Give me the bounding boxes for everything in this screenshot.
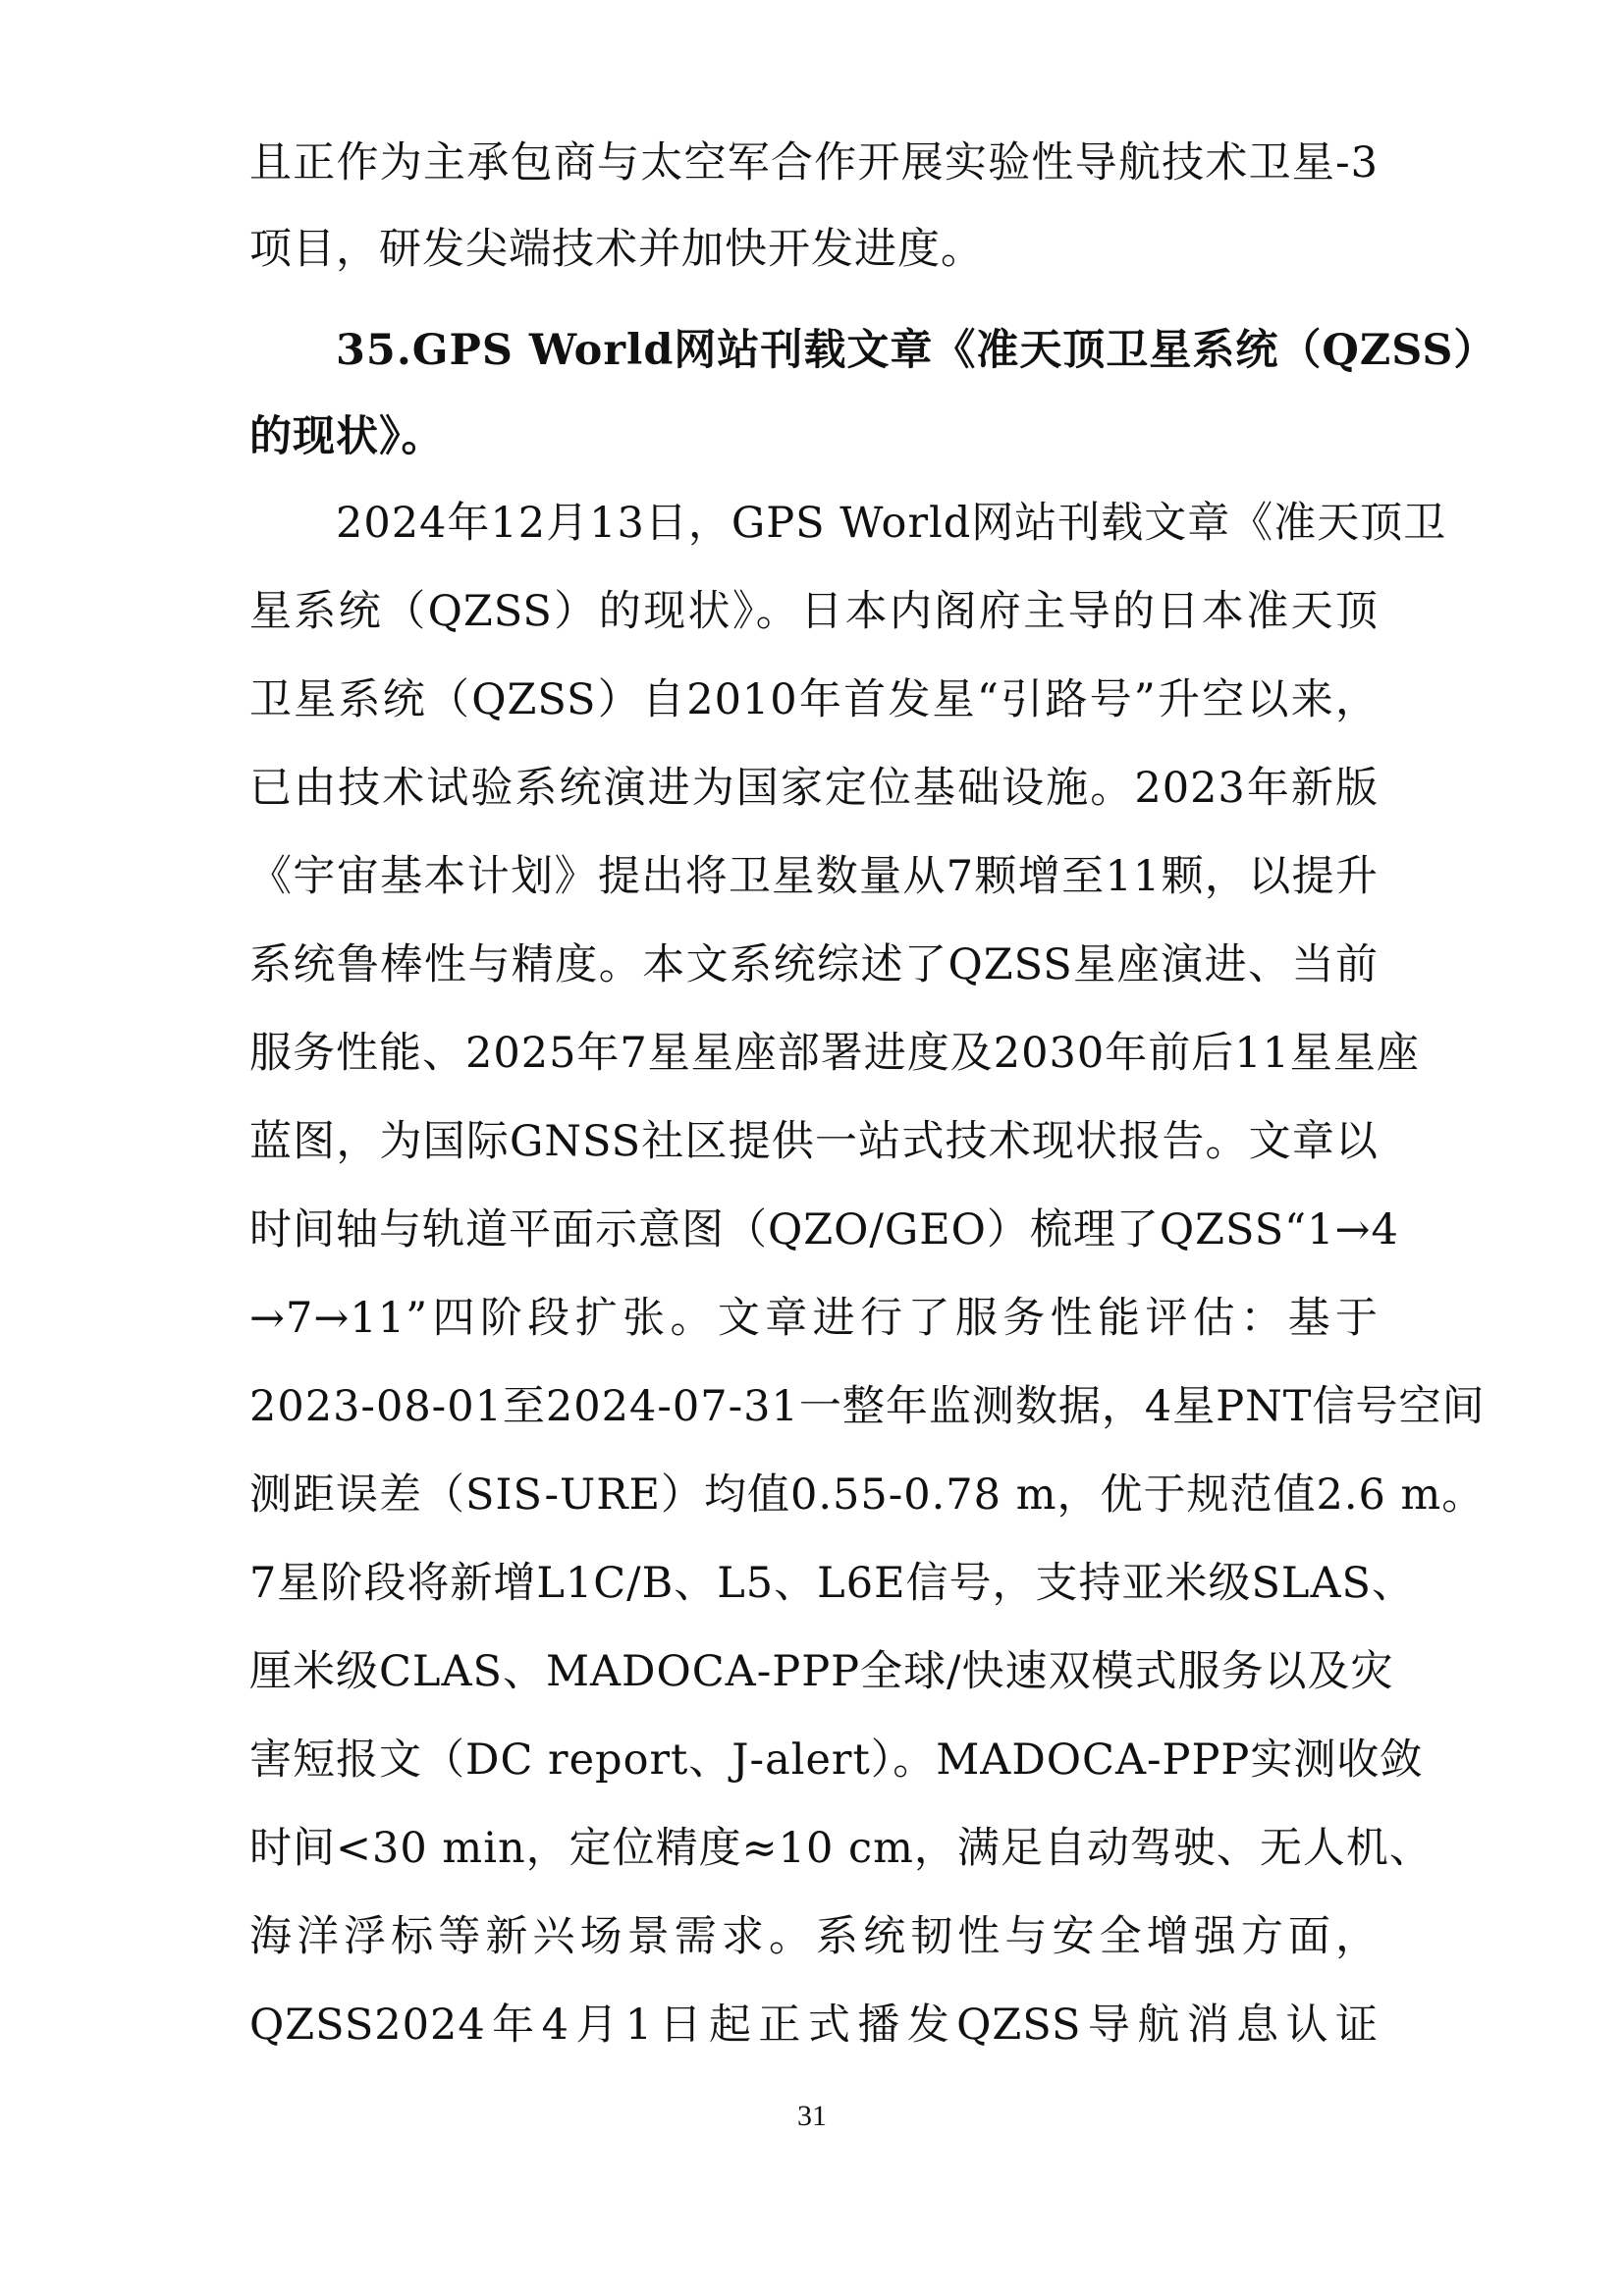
paragraph-line: 系统鲁棒性与精度。本文系统综述了QZSS星座演进、当前 xyxy=(249,940,1379,989)
paragraph-line: 蓝图，为国际GNSS社区提供一站式技术现状报告。文章以 xyxy=(249,1117,1379,1166)
paragraph-line: 服务性能、2025年7星星座部署进度及2030年前后11星星座 xyxy=(249,1029,1420,1078)
paragraph-line: 卫星系统（QZSS）自2010年首发星“引路号”升空以来， xyxy=(249,675,1379,724)
paragraph-line: 时间<30 min，定位精度≈10 cm，满足自动驾驶、无人机、 xyxy=(249,1824,1433,1873)
paragraph-line: 时间轴与轨道平面示意图（QZO/GEO）梳理了QZSS“1→4 xyxy=(249,1205,1399,1255)
paragraph-line: 项目，研发尖端技术并加快开发进度。 xyxy=(249,225,984,274)
paragraph-line: →7→11”四阶段扩张。文章进行了服务性能评估：基于 xyxy=(249,1294,1379,1343)
paragraph-line: 测距误差（SIS-URE）均值0.55-0.78 m，优于规范值2.6 m。 xyxy=(249,1470,1486,1520)
paragraph-line: 害短报文（DC report、J-alert）。MADOCA-PPP实测收敛 xyxy=(249,1735,1424,1785)
paragraph-line: 且正作为主承包商与太空军合作开展实验性导航技术卫星-3 xyxy=(249,138,1379,187)
paragraph-line: 厘米级CLAS、MADOCA-PPP全球/快速双模式服务以及灾 xyxy=(249,1647,1394,1696)
paragraph-line: QZSS2024年4月1日起正式播发QZSS导航消息认证 xyxy=(249,2001,1379,2050)
paragraph-line: 2024年12月13日，GPS World网站刊载文章《准天顶卫 xyxy=(336,499,1447,548)
paragraph-line: 星系统（QZSS）的现状》。日本内阁府主导的日本准天顶 xyxy=(249,587,1379,636)
paragraph-line: 2023-08-01至2024-07-31一整年监测数据，4星PNT信号空间 xyxy=(249,1382,1486,1431)
paragraph-line: 海洋浮标等新兴场景需求。系统韧性与安全增强方面， xyxy=(249,1912,1379,1961)
section-heading: 的现状》。 xyxy=(249,412,445,461)
paragraph-line: 《宇宙基本计划》提出将卫星数量从7颗增至11颗，以提升 xyxy=(249,852,1379,901)
section-heading: 35.GPS World网站刊载文章《准天顶卫星系统（QZSS） xyxy=(336,326,1497,375)
page-number: 31 xyxy=(797,2100,827,2132)
paragraph-line: 7星阶段将新增L1C/B、L5、L6E信号，支持亚米级SLAS、 xyxy=(249,1559,1415,1608)
paragraph-line: 已由技术试验系统演进为国家定位基础设施。2023年新版 xyxy=(249,764,1379,813)
